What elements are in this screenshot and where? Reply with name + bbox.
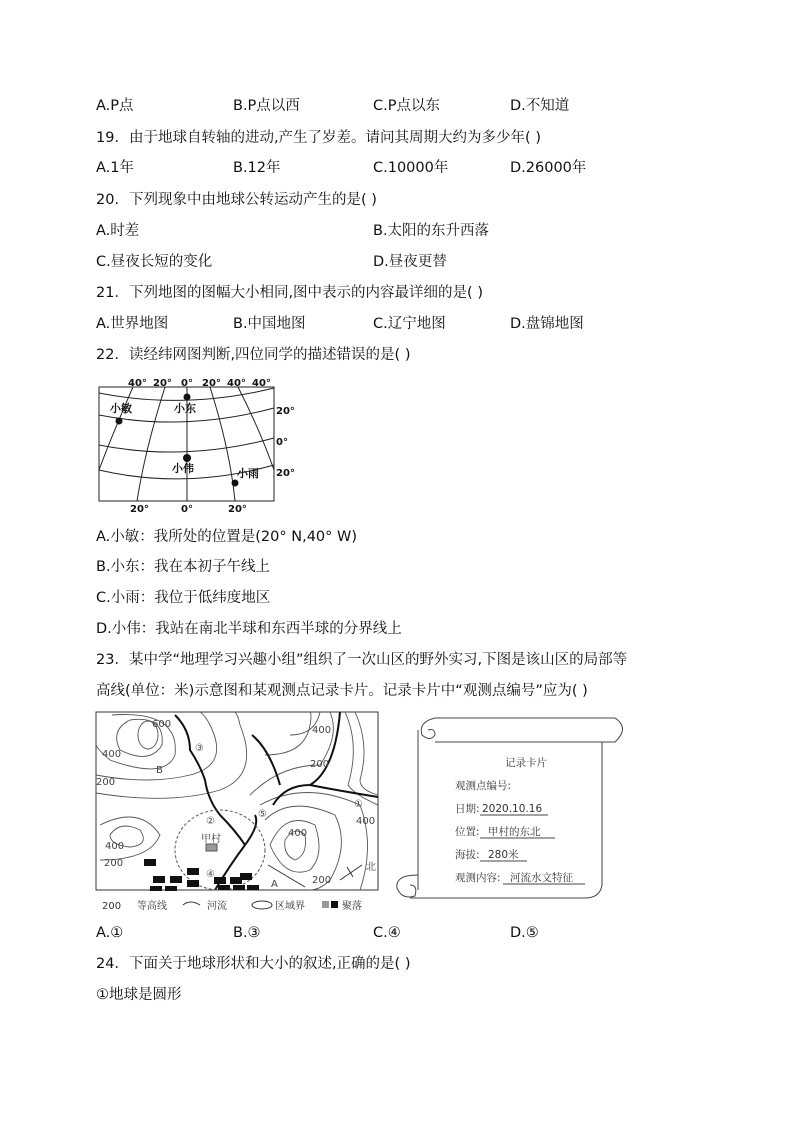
q21-stem: 21．下列地图的图幅大小相同,图中表示的内容最详细的是( ) — [96, 285, 483, 301]
point-label: ⑤ — [258, 809, 267, 820]
q19-option-a: A.1年 — [96, 160, 134, 176]
q18-option-d: D.不知道 — [510, 98, 570, 114]
card-label: 观测内容: — [455, 872, 501, 884]
contour-map-figure — [90, 705, 390, 915]
q24-item-1: ①地球是圆形 — [96, 987, 182, 1003]
point-label: ② — [206, 816, 215, 827]
lat-long-grid-figure — [95, 370, 305, 520]
person-label-xiaodong: 小东 — [174, 402, 196, 415]
grid-top-label: 20° — [202, 378, 221, 389]
grid-right-label: 0° — [276, 437, 288, 448]
q22-option-b: B.小东：我在本初子午线上 — [96, 559, 271, 575]
q22-option-a: A.小敏：我所处的位置是(20° N,40° W) — [96, 529, 357, 545]
point-label: ① — [354, 799, 363, 810]
q20-option-d: D.昼夜更替 — [373, 254, 447, 270]
point-label: ③ — [195, 743, 204, 754]
grid-bottom-label: 20° — [130, 504, 149, 515]
grid-top-label: 40° — [252, 378, 271, 389]
q23-option-a: A.① — [96, 925, 124, 941]
q21-option-a: A.世界地图 — [96, 316, 169, 332]
q18-option-b: B.P点以西 — [233, 98, 300, 114]
grid-top-label: 0° — [181, 378, 193, 389]
grid-top-label: 40° — [227, 378, 246, 389]
record-card-figure — [390, 710, 640, 905]
card-title: 记录卡片 — [505, 757, 547, 769]
q23-option-b: B.③ — [233, 925, 261, 941]
legend-boundary: 区域界 — [275, 901, 305, 912]
north-arrow-icon — [340, 865, 362, 880]
card-value: 280米 — [488, 849, 519, 861]
q23-option-c: C.④ — [373, 925, 401, 941]
legend-river: 河流 — [207, 901, 227, 912]
card-value: 河流水文特征 — [510, 872, 573, 884]
q20-option-c: C.昼夜长短的变化 — [96, 254, 213, 270]
contour-label: 200 — [310, 759, 330, 770]
q19-option-c: C.10000年 — [373, 160, 449, 176]
grid-bottom-label: 0° — [181, 504, 193, 515]
q23-stem-line2: 高线(单位：米)示意图和某观测点记录卡片。记录卡片中“观测点编号”应为( ) — [96, 683, 588, 699]
person-label-xiaoyu: 小雨 — [237, 467, 259, 480]
q19-option-b: B.12年 — [233, 160, 281, 176]
contour-label: 200 — [312, 875, 332, 886]
q20-option-b: B.太阳的东升西落 — [373, 223, 490, 239]
q21-option-b: B.中国地图 — [233, 316, 306, 332]
card-label: 海拔: — [455, 849, 480, 861]
q21-option-d: D.盘锦地图 — [510, 316, 584, 332]
village-label: 甲村 — [201, 834, 221, 845]
q23-stem-line1: 23．某中学“地理学习兴趣小组”组织了一次山区的野外实习,下图是该山区的局部等 — [96, 652, 628, 668]
grid-right-label: 20° — [276, 406, 295, 417]
contour-label: 400 — [102, 749, 122, 760]
card-value: 2020.10.16 — [482, 803, 543, 815]
grid-bottom-label: 20° — [228, 504, 247, 515]
q21-option-c: C.辽宁地图 — [373, 316, 446, 332]
contour-label: 400 — [312, 725, 332, 736]
grid-top-label: 40° — [128, 378, 147, 389]
grid-right-label: 20° — [276, 468, 295, 479]
contour-label: 400 — [356, 816, 376, 827]
legend-contour: 等高线 — [137, 901, 167, 912]
q23-option-d: D.⑤ — [510, 925, 539, 941]
person-label-xiaomin: 小敏 — [110, 402, 132, 415]
card-label: 观测点编号: — [455, 780, 512, 792]
contour-label: 600 — [152, 719, 172, 730]
q20-option-a: A.时差 — [96, 223, 140, 239]
contour-label: 400 — [105, 841, 125, 852]
card-label: 日期: — [455, 803, 480, 815]
grid-top-label: 20° — [153, 378, 172, 389]
contour-label: 400 — [288, 828, 308, 839]
q19-option-d: D.26000年 — [510, 160, 587, 176]
person-label-xiaowei: 小伟 — [172, 462, 194, 475]
north-label: 北 — [366, 862, 376, 873]
q22-option-c: C.小雨：我位于低纬度地区 — [96, 590, 271, 606]
q24-stem: 24．下面关于地球形状和大小的叙述,正确的是( ) — [96, 956, 411, 972]
card-value: 甲村的东北 — [488, 826, 541, 838]
q19-stem: 19．由于地球自转轴的进动,产生了岁差。请问其周期大约为多少年( ) — [96, 130, 541, 146]
contour-label: 200 — [104, 858, 124, 869]
legend-contour-value: 200 — [102, 901, 122, 912]
q20-stem: 20．下列现象中由地球公转运动产生的是( ) — [96, 192, 377, 208]
card-label: 位置: — [455, 826, 480, 838]
q22-option-d: D.小伟：我站在南北半球和东西半球的分界线上 — [96, 621, 402, 637]
q22-stem: 22．读经纬网图判断,四位同学的描述错误的是( ) — [96, 347, 411, 363]
legend-settlement: 聚落 — [342, 901, 362, 912]
letter-label: B — [156, 765, 163, 776]
letter-label: A — [271, 879, 278, 890]
point-label: ④ — [206, 869, 215, 880]
q18-option-a: A.P点 — [96, 98, 134, 114]
q18-option-c: C.P点以东 — [373, 98, 440, 114]
contour-label: 200 — [96, 777, 116, 788]
